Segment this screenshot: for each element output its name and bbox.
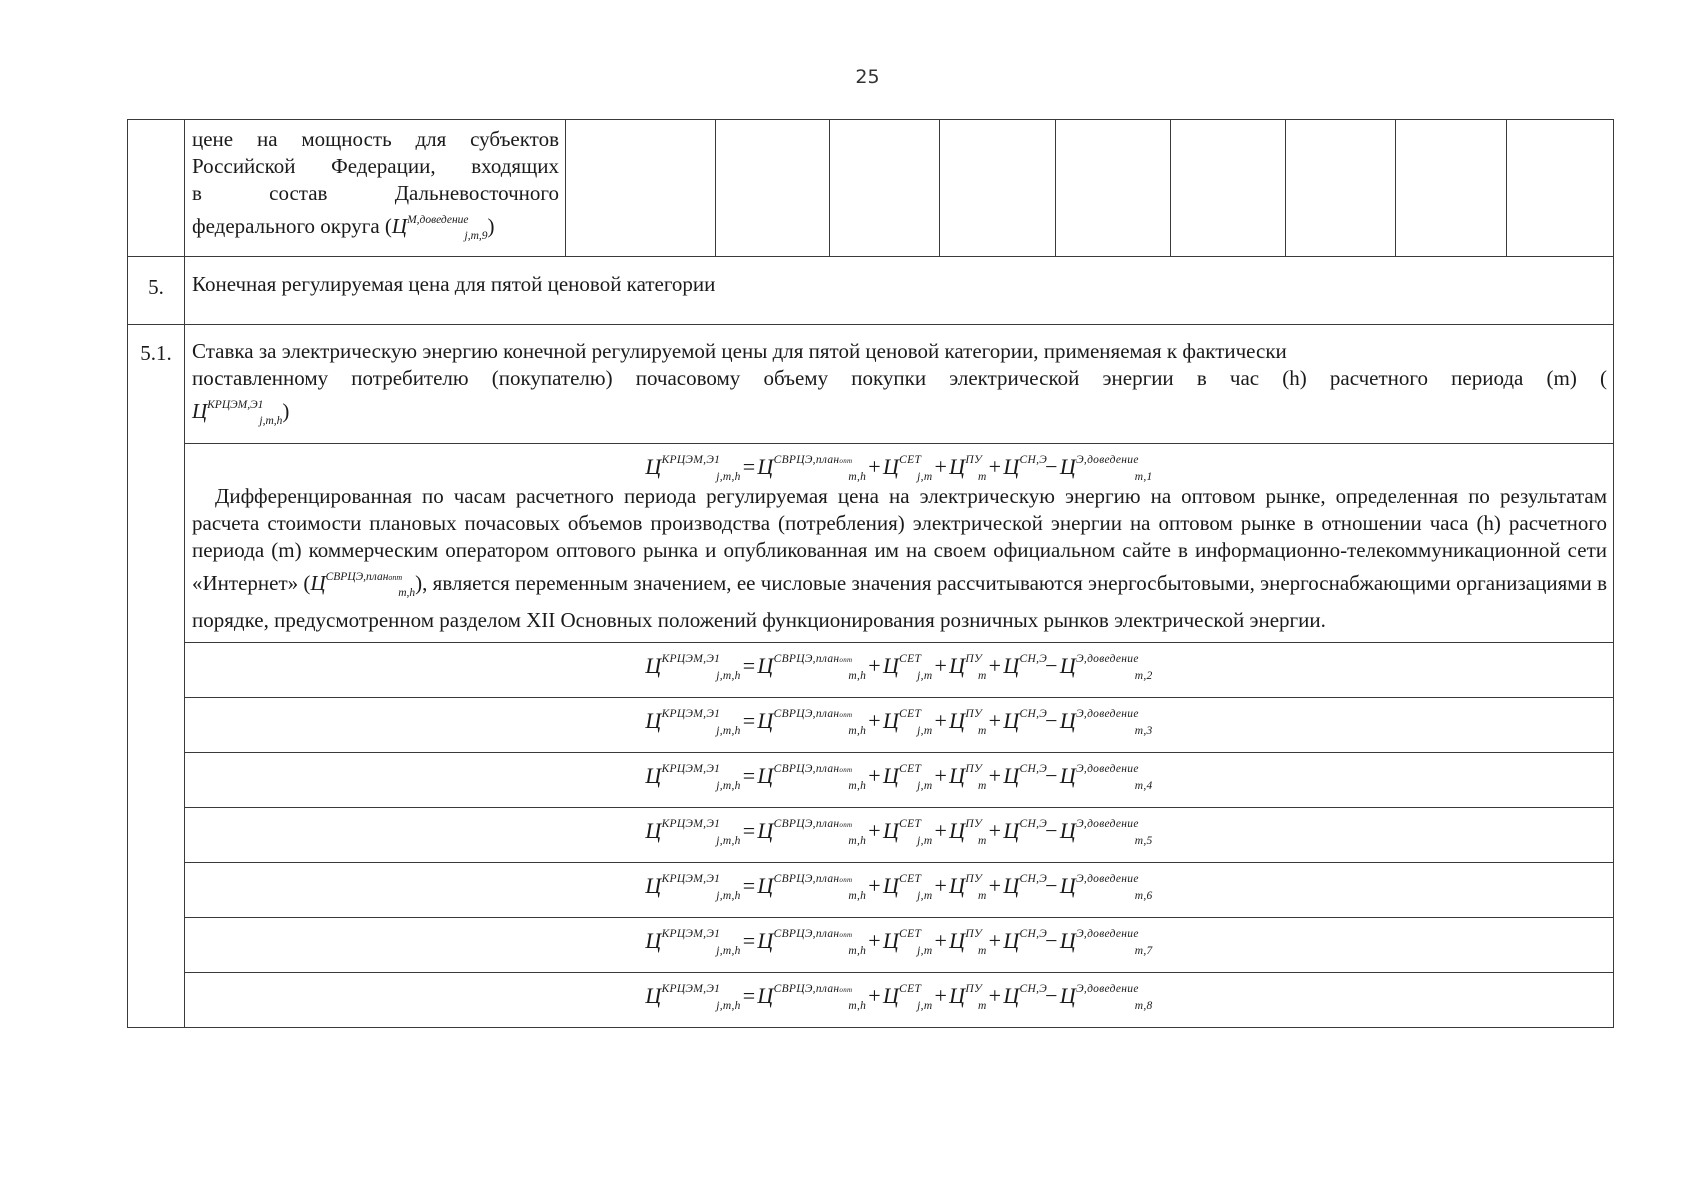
row-heading: Конечная регулируемая цена для пятой ценовой категории (185, 257, 1614, 325)
table-row-formula-2 (128, 643, 1614, 698)
text-line: Ставка за электрическую энергию конечной регулируемой цены для пятой ценовой категории, применяемая к фактически (192, 339, 1287, 363)
equals-sign: = (742, 818, 756, 843)
formula-term: $Ц^{Э,доведение}_{m,6}$ (1059, 873, 1153, 902)
table-row-continued (128, 120, 1614, 257)
row-heading (185, 325, 1614, 444)
plus-sign: + (934, 873, 948, 898)
formula-term: $Ц^{СВРЦЭ,планопт}_{m,h}$ (757, 763, 867, 792)
plus-sign: + (868, 983, 881, 1008)
plus-sign: + (868, 818, 881, 843)
minus-sign: − (1045, 873, 1058, 898)
plus-sign: + (934, 708, 948, 733)
indicator-cell (185, 120, 566, 257)
formula (185, 863, 1613, 902)
formula-term: $Ц^{СЕТ}_{j,m}$ (882, 818, 933, 847)
minus-sign: − (1045, 983, 1058, 1008)
text-line: в состав Дальневосточного (192, 181, 559, 205)
formula-term: $Ц^{Э,доведение}_{m,7}$ (1059, 928, 1153, 957)
formula-term: $Ц^{Э,доведение}_{m,1}$ (1059, 454, 1153, 483)
value-cell (1396, 120, 1507, 257)
table-row-formula-4 (128, 753, 1614, 808)
plus-sign: + (988, 708, 1002, 733)
equals-sign: = (742, 454, 756, 479)
table-row-5 (128, 257, 1614, 325)
value-cell (1286, 120, 1396, 257)
formula-cell (185, 643, 1614, 698)
row-number: 5.1. (128, 325, 185, 1028)
formula-term: $Ц^{Э,доведение}_{m,4}$ (1059, 763, 1153, 792)
formula (185, 918, 1613, 957)
formula-term: $Ц^{ПУ}_m$ (949, 763, 987, 792)
table-row-formula-8 (128, 973, 1614, 1028)
formula-term: $Ц^{СН,Э}$ (1003, 928, 1048, 953)
equals-sign: = (742, 983, 756, 1008)
value-cell (716, 120, 830, 257)
formula (185, 753, 1613, 792)
formula-term: $Ц^{ПУ}_m$ (949, 928, 987, 957)
formula-term: $Ц^{СЕТ}_{j,m}$ (882, 454, 933, 483)
formula-term: $Ц^{СЕТ}_{j,m}$ (882, 653, 933, 682)
formula-term: $Ц^{ПУ}_m$ (949, 873, 987, 902)
table-row-formula-3 (128, 698, 1614, 753)
plus-sign: + (868, 928, 881, 953)
plus-sign: + (988, 873, 1002, 898)
formula-term: $Ц^{КРЦЭМ,Э1}_{j,m,h}$ (645, 763, 741, 792)
formula-term: $Ц^{СВРЦЭ,планопт}_{m,h}$ (757, 653, 867, 682)
formula-term: $Ц^{Э,доведение}_{m,3}$ (1059, 708, 1153, 737)
minus-sign: − (1045, 818, 1058, 843)
formula-term: $Ц^{СН,Э}$ (1003, 873, 1048, 898)
plus-sign: + (934, 653, 948, 678)
plus-sign: + (934, 928, 948, 953)
formula (185, 698, 1613, 737)
plus-sign: + (868, 763, 881, 788)
formula-term: $Ц^{СВРЦЭ,планопт}_{m,h}$ (757, 454, 867, 483)
plus-sign: + (934, 454, 948, 479)
formula-term: $Ц^{СН,Э}$ (1003, 763, 1048, 788)
plus-sign: + (868, 454, 881, 479)
formula-term: $Ц^{ПУ}_m$ (949, 818, 987, 847)
formula-cell (185, 444, 1614, 643)
table-row-formula-1 (128, 444, 1614, 643)
value-cell (1171, 120, 1286, 257)
table-row-formula-5 (128, 808, 1614, 863)
value-cell (566, 120, 716, 257)
equals-sign: = (742, 873, 756, 898)
plus-sign: + (988, 454, 1002, 479)
row-number-cell (128, 120, 185, 257)
formula-term: $Ц^{Э,доведение}_{m,8}$ (1059, 983, 1153, 1012)
value-cell (1507, 120, 1614, 257)
formula-term: $Ц^{СВРЦЭ,планопт}_{m,h}$ (757, 708, 867, 737)
value-cell (1056, 120, 1171, 257)
price-table (127, 119, 1614, 1028)
plus-sign: + (868, 653, 881, 678)
formula-term: $Ц^{СВРЦЭ,планопт}_{m,h}$ (757, 983, 867, 1012)
equals-sign: = (742, 708, 756, 733)
formula-term: $Ц^{КРЦЭМ,Э1}_{j,m,h}$ (645, 818, 741, 847)
price-symbol: $Ц^{СВРЦЭ,планопт}_{m,h}$ (310, 571, 416, 599)
formula-cell (185, 753, 1614, 808)
text-line: $Ц^{КРЦЭМ,Э1}_{j,m,h}$) (192, 399, 290, 427)
formula-description: Дифференцированная по часам расчетного периода регулируемая цена на электрическую энергию на оптовом рынке, определенная по результатам расчета стоимости плановых почасовых объемов производства (потребления) электрической энергии на оптовом рынке в отношении часа (h) расчетного периода (m) коммерческим оператором оптового рынка и опубликованная им на своем официальном сайте в информационно-телекоммуникационной сети «Интернет» $(Ц^{СВРЦЭ,планопт}_{m,h})$, является переменным значением, ее числовые значения рассчитываются энергосбытовыми, энергоснабжающими организациями в порядке, предусмотренном разделом XII Основных положений функционирования розничных рынков электрической энергии. (192, 484, 1607, 632)
plus-sign: + (988, 928, 1002, 953)
plus-sign: + (868, 708, 881, 733)
formula-term: $Ц^{СЕТ}_{j,m}$ (882, 873, 933, 902)
formula-cell (185, 918, 1614, 973)
minus-sign: − (1045, 653, 1058, 678)
formula-term: $Ц^{ПУ}_m$ (949, 653, 987, 682)
minus-sign: − (1045, 928, 1058, 953)
formula (185, 973, 1613, 1012)
formula-term: $Ц^{КРЦЭМ,Э1}_{j,m,h}$ (645, 928, 741, 957)
formula-cell (185, 973, 1614, 1028)
plus-sign: + (988, 653, 1002, 678)
formula-term: $Ц^{СВРЦЭ,планопт}_{m,h}$ (757, 818, 867, 847)
table-row-formula-7 (128, 918, 1614, 973)
minus-sign: − (1045, 454, 1058, 479)
formula-term: $Ц^{КРЦЭМ,Э1}_{j,m,h}$ (645, 653, 741, 682)
formula-term: $Ц^{ПУ}_m$ (949, 983, 987, 1012)
formula-term: $Ц^{Э,доведение}_{m,2}$ (1059, 653, 1153, 682)
plus-sign: + (934, 818, 948, 843)
value-cell (940, 120, 1056, 257)
formula-term: $Ц^{КРЦЭМ,Э1}_{j,m,h}$ (645, 873, 741, 902)
formula-term: $Ц^{СН,Э}$ (1003, 708, 1048, 733)
text-line: федерального округа $(Ц^{М,доведение}_{j,m,9})$ (192, 214, 495, 242)
text-line: Российской Федерации, входящих (192, 154, 559, 178)
minus-sign: − (1045, 763, 1058, 788)
plus-sign: + (988, 983, 1002, 1008)
formula-term: $Ц^{СН,Э}$ (1003, 818, 1048, 843)
formula-cell (185, 808, 1614, 863)
plus-sign: + (988, 763, 1002, 788)
formula-term: $Ц^{КРЦЭМ,Э1}_{j,m,h}$ (645, 454, 741, 483)
formula-term: $Ц^{ПУ}_m$ (949, 708, 987, 737)
formula-term: $Ц^{СН,Э}$ (1003, 983, 1048, 1008)
formula-term: $Ц^{СН,Э}$ (1003, 454, 1048, 479)
plus-sign: + (988, 818, 1002, 843)
formula-cell (185, 863, 1614, 918)
formula (185, 643, 1613, 682)
formula-term: $Ц^{Э,доведение}_{m,5}$ (1059, 818, 1153, 847)
equals-sign: = (742, 653, 756, 678)
table-row-5-1 (128, 325, 1614, 444)
formula (185, 444, 1613, 483)
formula-term: $Ц^{СЕТ}_{j,m}$ (882, 708, 933, 737)
price-symbol: $Ц^{М,доведение}_{j,m,9}$ (391, 214, 488, 242)
formula-term: $Ц^{СВРЦЭ,планопт}_{m,h}$ (757, 928, 867, 957)
equals-sign: = (742, 763, 756, 788)
text-line: поставленному потребителю (покупателю) почасовому объему покупки электрической энергии в час (h) расчетного периода (m) ( (192, 366, 1607, 390)
value-cell (830, 120, 940, 257)
table-row-formula-6 (128, 863, 1614, 918)
minus-sign: − (1045, 708, 1058, 733)
formula-term: $Ц^{ПУ}_m$ (949, 454, 987, 483)
equals-sign: = (742, 928, 756, 953)
formula-cell (185, 698, 1614, 753)
formula-term: $Ц^{СВРЦЭ,планопт}_{m,h}$ (757, 873, 867, 902)
row-number: 5. (128, 257, 185, 325)
formula (185, 808, 1613, 847)
formula-term: $Ц^{КРЦЭМ,Э1}_{j,m,h}$ (645, 983, 741, 1012)
plus-sign: + (934, 763, 948, 788)
formula-term: $Ц^{КРЦЭМ,Э1}_{j,m,h}$ (645, 708, 741, 737)
plus-sign: + (934, 983, 948, 1008)
formula-term: $Ц^{СЕТ}_{j,m}$ (882, 928, 933, 957)
formula-term: $Ц^{СН,Э}$ (1003, 653, 1048, 678)
plus-sign: + (868, 873, 881, 898)
page-number: 25 (855, 66, 880, 88)
text-line: цене на мощность для субъектов (192, 127, 559, 151)
formula-term: $Ц^{СЕТ}_{j,m}$ (882, 763, 933, 792)
price-symbol: $Ц^{КРЦЭМ,Э1}_{j,m,h}$ (192, 399, 283, 427)
formula-term: $Ц^{СЕТ}_{j,m}$ (882, 983, 933, 1012)
